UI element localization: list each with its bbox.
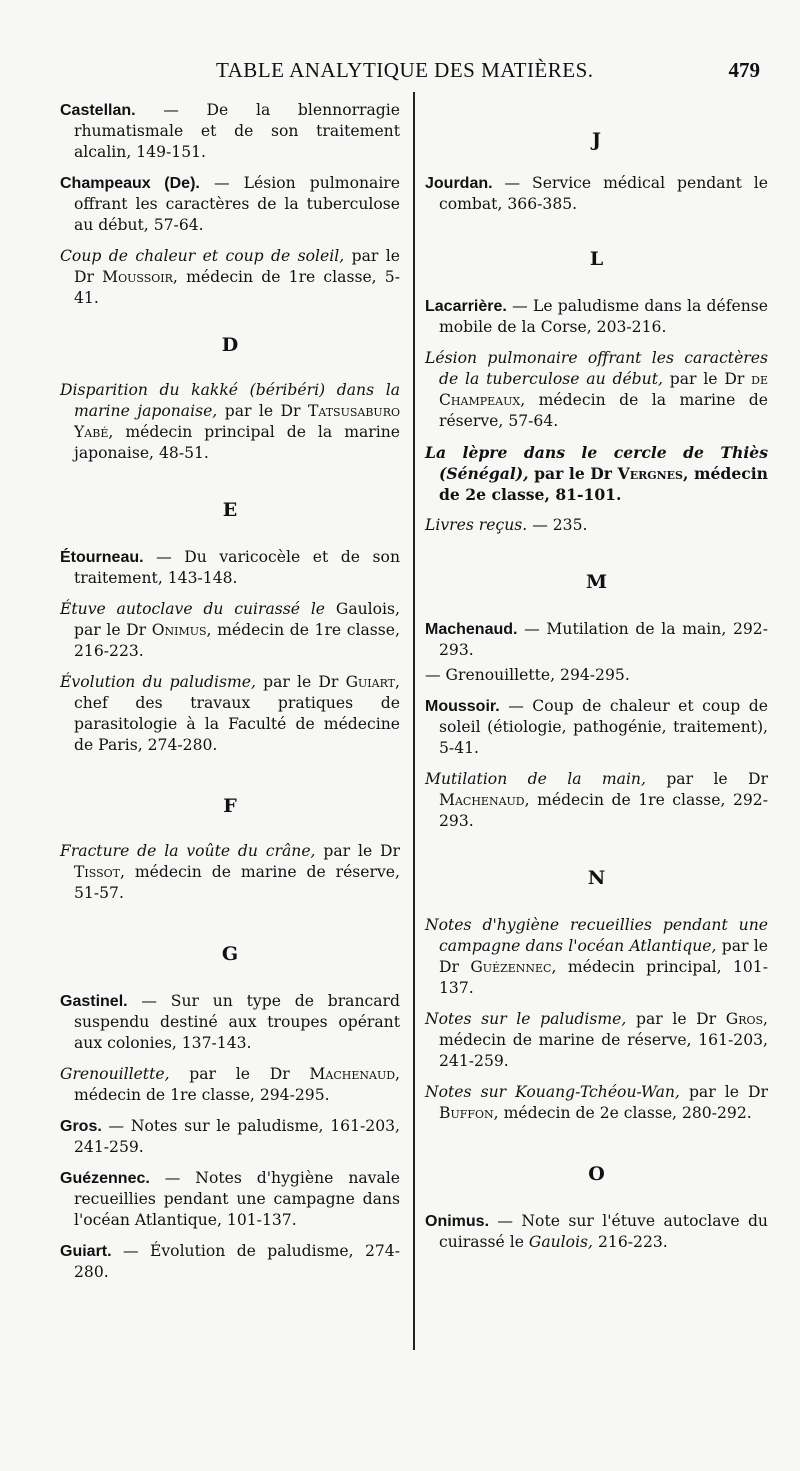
entry-par: par le Dr xyxy=(534,464,613,483)
entry-title: Coup de chaleur et coup de soleil, xyxy=(60,247,345,265)
entry-headword: Gros. xyxy=(60,1118,102,1135)
entry-author: de Champeaux, xyxy=(439,370,768,409)
entry-text: chef des travaux pratiques de parasitologie à la Faculté de médecine de Paris, 274-280. xyxy=(74,694,400,754)
entry-title: La lèpre dans le cercle de Thiès (Sénégal), xyxy=(425,443,768,483)
index-entry-grenouillette xyxy=(60,1064,400,1106)
entry-text: médecin de 2e classe, 81-101. xyxy=(439,464,769,504)
index-entry-lepre xyxy=(425,442,768,505)
entry-title: Évolution du paludisme, xyxy=(60,673,256,691)
entry-text: médecin de 1re classe, 5-41. xyxy=(74,268,400,307)
index-entry-guezennec xyxy=(60,1168,400,1231)
entry-par: par le Dr xyxy=(224,402,301,420)
index-entry-gros xyxy=(60,1116,400,1158)
entry-text: médecin de marine de réserve, 161-203, 241-259. xyxy=(439,1031,768,1070)
index-entry-champeaux xyxy=(60,173,400,236)
right-column xyxy=(425,100,768,1263)
entry-text: médecin de la marine de réserve, 57-64. xyxy=(439,391,768,430)
index-entry-evolution xyxy=(60,672,400,756)
column-divider xyxy=(413,92,415,1350)
index-entry-etuve xyxy=(60,599,400,662)
entry-par: par le Dr xyxy=(263,673,339,691)
entry-headword: Jourdan. xyxy=(425,175,493,192)
entry-title: Lésion pulmonaire offrant les caractères de la tuberculose au début, xyxy=(425,349,768,388)
entry-text: — Mutilation de la main, 292-293. xyxy=(439,620,768,659)
entry-text: — Coup de chaleur et coup de soleil (étiologie, pathogénie, traitement), 5-41. xyxy=(439,697,768,757)
header-title: TABLE ANALYTIQUE DES MATIÈRES. xyxy=(216,58,594,82)
entry-ship: Gaulois, xyxy=(528,1233,594,1251)
entry-text: médecin principal de la marine japonaise, 48-51. xyxy=(74,423,400,462)
index-entry-notes-paludisme xyxy=(425,1009,768,1072)
index-entry-disparition xyxy=(60,380,400,464)
entry-headword: Castellan. xyxy=(60,102,136,119)
index-entry-etourneau xyxy=(60,547,400,589)
entry-title: Notes sur Kouang-Tchéou-Wan, xyxy=(425,1083,680,1101)
index-entry-lacarriere xyxy=(425,296,768,338)
entry-pages: 216-223. xyxy=(597,1233,668,1251)
entry-headword: Lacarrière. xyxy=(425,298,507,315)
entry-par: par le Dr xyxy=(323,842,400,860)
index-subentry-grenouillette: — Grenouillette, 294-295. xyxy=(425,666,630,684)
entry-headword: Étourneau. xyxy=(60,549,144,566)
index-entry-fracture xyxy=(60,841,400,904)
entry-par: par le Dr xyxy=(688,1083,768,1101)
page-number: 479 xyxy=(728,58,760,82)
entry-text: — Du varicocèle et de son traitement, 143-148. xyxy=(74,548,400,587)
entry-author: Vergnes, xyxy=(617,464,689,483)
index-entry-livres xyxy=(425,515,768,536)
entry-author: Tissot, xyxy=(74,863,125,881)
entry-headword: Guézennec. xyxy=(60,1170,150,1187)
entry-headword: Gastinel. xyxy=(60,993,128,1010)
entry-par: par le Dr xyxy=(74,621,147,639)
entry-text: — 235. xyxy=(532,516,588,534)
entry-title: Notes d'hygiène recueillies pendant une campagne dans l'océan Atlantique, xyxy=(425,916,768,955)
section-letter-g: G xyxy=(221,943,239,965)
section-letter-f: F xyxy=(223,795,237,817)
entry-headword: Guiart. xyxy=(60,1243,112,1260)
entry-author: Guézennec, xyxy=(470,958,557,976)
index-entry-notes-kouang xyxy=(425,1082,768,1124)
entry-par: par le Dr xyxy=(635,1010,717,1028)
entry-par: par le Dr xyxy=(669,370,745,388)
section-letter-e: E xyxy=(222,499,238,521)
entry-title: Étuve autoclave du cuirassé le xyxy=(60,600,326,618)
entry-text: — Note sur l'étuve autoclave du cuirassé le xyxy=(439,1212,768,1251)
entry-title: Fracture de la voûte du crâne, xyxy=(60,842,316,860)
index-entry-gastinel xyxy=(60,991,400,1054)
entry-par: par le Dr xyxy=(439,937,768,976)
index-entry-machenaud xyxy=(425,619,768,661)
index-entry-castellan xyxy=(60,100,400,163)
entry-text: — Notes sur le paludisme, 161-203, 241-259. xyxy=(74,1117,400,1156)
index-entry-jourdan xyxy=(425,173,768,215)
entry-par: par le Dr xyxy=(666,770,768,788)
entry-title: Livres reçus. xyxy=(425,516,528,534)
entry-author: Gros, xyxy=(725,1010,768,1028)
entry-par: par le Dr xyxy=(74,247,400,286)
entry-text: — Service médical pendant le combat, 366-385. xyxy=(439,174,768,213)
running-header xyxy=(120,58,760,88)
entry-text: médecin de 2e classe, 280-292. xyxy=(503,1104,752,1122)
entry-author: Buffon, xyxy=(439,1104,499,1122)
entry-ship: Gaulois, xyxy=(335,600,400,618)
entry-headword: Onimus. xyxy=(425,1213,490,1230)
section-letter-l: L xyxy=(589,248,604,270)
entry-title: Disparition du kakké (béribéri) dans la marine japonaise, xyxy=(60,381,400,420)
index-entry-lesion xyxy=(425,348,768,432)
section-letter-m: M xyxy=(585,571,608,593)
entry-par: par le Dr xyxy=(189,1065,290,1083)
entry-author: Tatsusaburo Yabé, xyxy=(74,402,400,441)
entry-author: Moussoir, xyxy=(102,268,178,286)
entry-text: — Lésion pulmonaire offrant les caractères de la tuberculose au début, 57-64. xyxy=(74,174,400,234)
entry-text: médecin de 1re classe, 294-295. xyxy=(74,1086,330,1104)
index-entry-mutilation xyxy=(425,769,768,832)
entry-text: — Évolution de paludisme, 274-280. xyxy=(74,1242,400,1281)
entry-text: médecin principal, 101-137. xyxy=(439,958,768,997)
entry-text: médecin de 1re classe, 216-223. xyxy=(74,621,400,660)
index-entry-coup-de-chaleur xyxy=(60,246,400,309)
entry-author: Onimus, xyxy=(151,621,212,639)
entry-author: Guiart, xyxy=(345,673,400,691)
entry-text: — De la blennorragie rhumatismale et de son traitement alcalin, 149-151. xyxy=(74,101,400,161)
section-letter-o: O xyxy=(588,1163,605,1185)
entry-title: Notes sur le paludisme, xyxy=(425,1010,627,1028)
entry-title: Grenouillette, xyxy=(60,1065,170,1083)
entry-headword: Champeaux (De). xyxy=(60,175,200,192)
section-letter-n: N xyxy=(587,867,606,889)
index-entry-onimus xyxy=(425,1211,768,1253)
section-letter-d: D xyxy=(221,334,239,356)
entry-text: médecin de marine de réserve, 51-57. xyxy=(74,863,400,902)
index-entry-notes-hygiene xyxy=(425,915,768,999)
index-entry-guiart xyxy=(60,1241,400,1283)
entry-author: Machenaud, xyxy=(439,791,530,809)
entry-text: — Notes d'hygiène navale recueillies pendant une campagne dans l'océan Atlantique, 101-137. xyxy=(74,1169,400,1229)
entry-title: Mutilation de la main, xyxy=(425,770,646,788)
index-entry-moussoir xyxy=(425,696,768,759)
entry-text: — Sur un type de brancard suspendu destiné aux troupes opérant aux colonies, 137-143. xyxy=(74,992,400,1052)
left-column xyxy=(60,100,400,1293)
entry-text: — Le paludisme dans la défense mobile de la Corse, 203-216. xyxy=(439,297,768,336)
entry-headword: Moussoir. xyxy=(425,698,500,715)
entry-author: Machenaud, xyxy=(309,1065,400,1083)
section-letter-j: J xyxy=(592,129,601,151)
entry-headword: Machenaud. xyxy=(425,621,518,638)
entry-text: médecin de 1re classe, 292-293. xyxy=(439,791,768,830)
